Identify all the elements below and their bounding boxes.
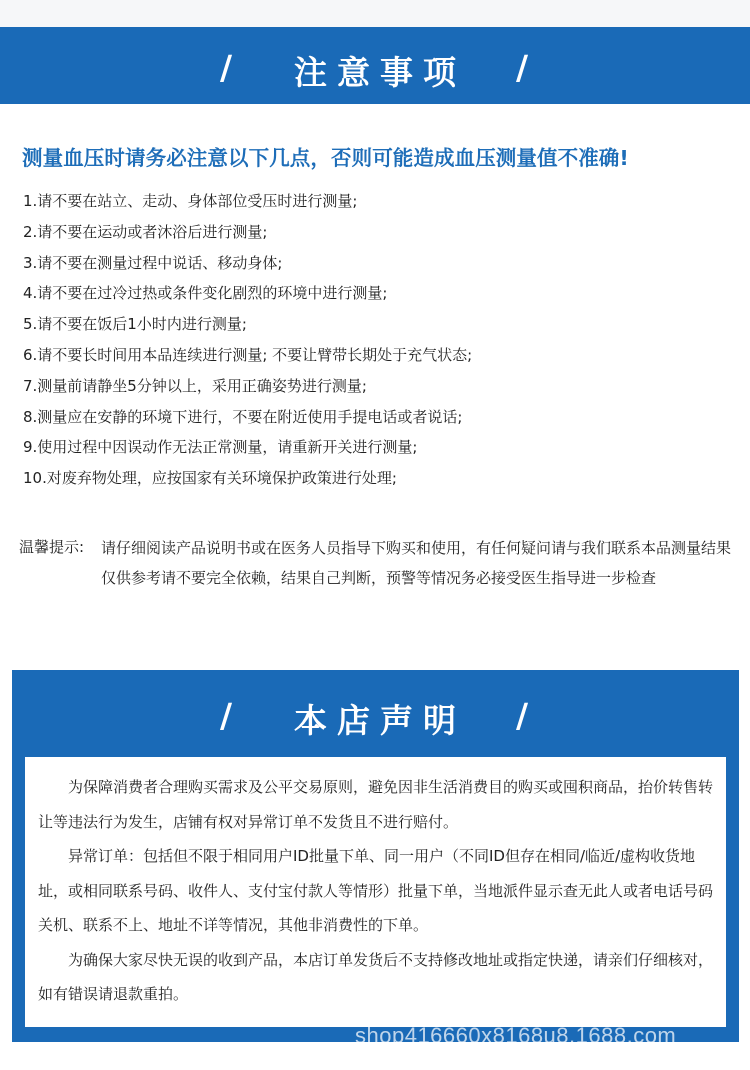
list-item: 5.请不要在饭后1小时内进行测量; <box>23 315 247 334</box>
list-item: 7.测量前请静坐5分钟以上，采用正确姿势进行测量; <box>23 376 367 395</box>
list-item: 2.请不要在运动或者沐浴后进行测量; <box>23 222 268 241</box>
banner-slash-left: / <box>220 696 233 735</box>
list-item: 1.请不要在站立、走动、身体部位受压时进行测量; <box>23 192 358 210</box>
statement-box <box>25 757 726 1027</box>
top-strip <box>0 0 750 27</box>
list-item: 4.请不要在过冷过热或条件变化剧烈的环境中进行测量; <box>23 284 388 303</box>
list-item: 3.请不要在测量过程中说话、移动身体; <box>23 253 283 272</box>
shop-watermark: shop416660x8168u8.1688.com <box>355 1023 677 1048</box>
warning-headline: 测量血压时请务必注意以下几点，否则可能造成血压测量值不准确! <box>22 146 629 170</box>
list-item: 10.对废弃物处理，应按国家有关环境保护政策进行处理; <box>23 469 397 488</box>
list-item: 6.请不要长时间用本品连续进行测量; 不要让臂带长期处于充气状态; <box>23 345 473 364</box>
banner-slash-right: / <box>516 696 529 735</box>
banner-slash-left: / <box>220 48 233 87</box>
list-item: 9.使用过程中因误动作无法正常测量，请重新开关进行测量; <box>23 438 418 457</box>
banner-title: 本店声明 <box>294 701 466 740</box>
notice-banner <box>0 27 750 104</box>
statement-paragraph: 为保障消费者合理购买需求及公平交易原则，避免因非生活消费目的购买或囤积商品，抬价转售转让等违法行为发生，店铺有权对异常订单不发货且不进行赔付。 <box>38 778 714 831</box>
statement-paragraph: 为确保大家尽快无误的收到产品，本店订单发货后不支持修改地址或指定快递，请亲们仔细核对，如有错误请退款重拍。 <box>38 950 714 1003</box>
banner-title: 注意事项 <box>294 53 466 92</box>
statement-paragraph: 异常订单：包括但不限于相同用户ID批量下单、同一用户（不同ID但存在相同/临近/虚构收货地址，或相同联系号码、收件人、支付宝付款人等情形）批量下单，当地派件显示查无此人或者电话号码关机、联系不上、地址不详等情况，其他非消费性的下单。 <box>38 847 714 934</box>
banner-slash-right: / <box>516 48 529 87</box>
precaution-list <box>23 190 472 498</box>
statement-banner <box>12 675 739 752</box>
tip-text: 请仔细阅读产品说明书或在医务人员指导下购买和使用，有任何疑问请与我们联系本品测量结果仅供参考请不要完全依赖，结果自己判断，预警等情况务必接受医生指导进一步检查 <box>101 539 732 587</box>
list-item: 8.测量应在安静的环境下进行，不要在附近使用手提电话或者说话; <box>23 407 463 426</box>
tip-label: 温馨提示: <box>19 538 85 556</box>
